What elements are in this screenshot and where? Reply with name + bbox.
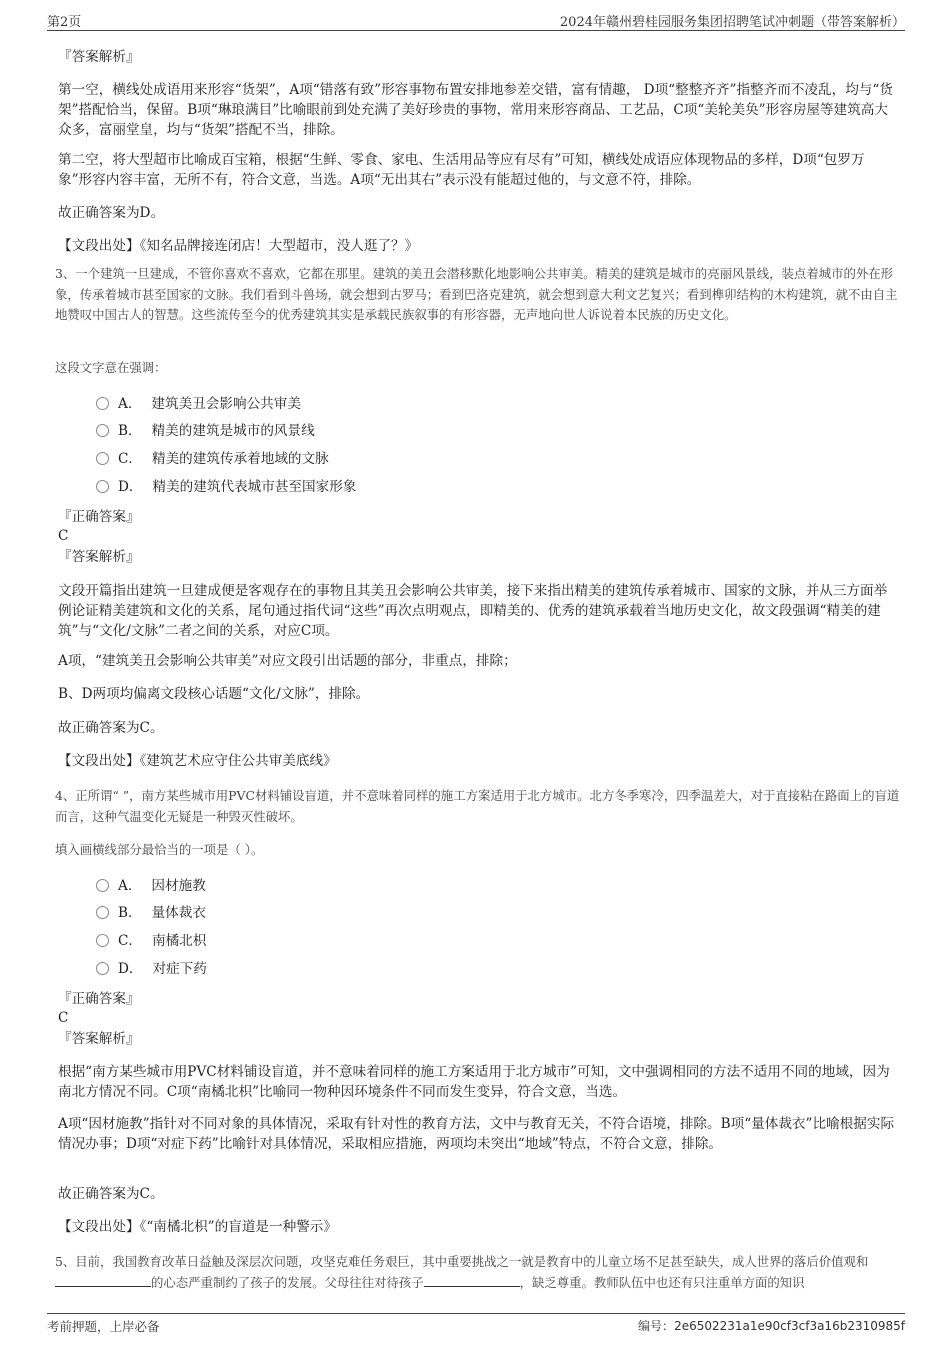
radio-icon[interactable] xyxy=(96,934,109,947)
option-letter: A． xyxy=(118,878,142,894)
answer-blank xyxy=(424,1274,520,1287)
q3-final-answer: 故正确答案为C。 xyxy=(58,720,164,736)
answer-blank xyxy=(55,1274,151,1287)
option-letter: B． xyxy=(118,423,142,439)
option-text: 对症下药 xyxy=(152,961,207,977)
page-header xyxy=(47,8,905,31)
option-text: 精美的建筑代表城市甚至国家形象 xyxy=(152,479,357,495)
q4-option-b[interactable] xyxy=(96,903,206,923)
q3-analysis-p1: 文段开篇指出建筑一旦建成便是客观存在的事物且其美丑会影响公共审美，接下来指出精美的建筑传承着城市、国家的文脉，并从三方面举例论证精美建筑和文化的关系，尾句通过指代词“这些”再次点明观点，即精美的、优秀的建筑承载着当地历史文化，故文段强调“精美的建筑”与“文化/文脉”二者之间的关系，对应C项。 xyxy=(58,583,888,639)
q4-final-answer: 故正确答案为C。 xyxy=(58,1186,164,1202)
q2-final-answer: 故正确答案为D。 xyxy=(58,205,165,221)
q3-prompt: 这段文字意在强调： xyxy=(55,360,167,375)
option-letter: A． xyxy=(118,396,142,412)
option-text: 精美的建筑传承着地域的文脉 xyxy=(152,451,329,467)
radio-icon[interactable] xyxy=(96,397,109,410)
option-text: 南橘北枳 xyxy=(152,933,207,949)
option-letter: D． xyxy=(118,479,143,495)
q2-analysis-label: 『答案解析』 xyxy=(58,49,140,65)
q4-analysis-p2: A项“因材施教”指针对不同对象的具体情况，采取有针对性的教育方法，文中与教育无关，不符合语境，排除。B项“量体裁衣”比喻根据实际情况办事；D项“对症下药”比喻针对具体情况，采取相应措施，两项均未突出“地域”特点，不符合文意，排除。 xyxy=(58,1116,895,1152)
q3-option-a[interactable] xyxy=(96,394,301,414)
option-text: 因材施教 xyxy=(151,878,206,894)
q5-text-1: 5、目前，我国教育改革日益触及深层次问题，攻坚克难任务艰巨，其中重要挑战之一就是教育中的儿童立场不足甚至缺失，成人世界的落后价值观和 xyxy=(55,1254,869,1269)
q4-analysis-label: 『答案解析』 xyxy=(58,1031,140,1047)
option-text: 精美的建筑是城市的风景线 xyxy=(151,423,315,439)
q4-source: 【文段出处】《“南橘北枳”的盲道是一种警示》 xyxy=(58,1219,337,1235)
q2-analysis-p1: 第一空，横线处成语用来形容“货架”，A项“错落有致”形容事物布置安排地参差交错，富有情趣， D项“整整齐齐”指整齐而不凌乱，均与“货架”搭配恰当，保留。B项“琳琅满目”比喻眼前到处充满了美好珍贵的事物，常用来形容商品、工艺品，C项“美轮美奂”形容房屋等建筑高大众多，富丽堂皇，均与“货架”搭配不当，排除。 xyxy=(58,82,893,138)
q3-analysis-p3: B、D两项均偏离文段核心话题“文化/文脉”，排除。 xyxy=(58,686,370,702)
q4-stem: 4、正所谓“ ”，南方某些城市用PVC材料铺设盲道，并不意味着同样的施工方案适用于北方城市。北方冬季寒冷，四季温差大，对于直接粘在路面上的盲道而言，这种气温变化无疑是一种毁灭性破坏。 xyxy=(55,788,900,824)
q3-stem: 3、一个建筑一旦建成，不管你喜欢不喜欢，它都在那里。建筑的美丑会潜移默化地影响公共审美。精美的建筑是城市的亮丽风景线，装点着城市的外在形象，传承着城市甚至国家的文脉。我们看到斗兽场，就会想到古罗马；看到巴洛克建筑，就会想到意大利文艺复兴；看到榫卯结构的木构建筑，就不由自主地赞叹中国古人的智慧。这些流传至今的优秀建筑其实是承载民族叙事的有形容器，无声地向世人诉说着本民族的历史文化。 xyxy=(55,266,898,322)
q4-analysis-p1: 根据“南方某些城市用PVC材料铺设盲道，并不意味着同样的施工方案适用于北方城市”可知，文中强调相同的方法不适用不同的地域，因为南北方情况不同。C项“南橘北枳”比喻同一物种因环境条件不同而发生变异，符合文意，当选。 xyxy=(58,1064,890,1100)
q5-text-3: ，缺乏尊重。教师队伍中也还有只注重单方面的知识 xyxy=(519,1274,805,1290)
page-number: 第2页 xyxy=(47,15,82,30)
q3-option-c[interactable] xyxy=(96,449,329,469)
option-text: 量体裁衣 xyxy=(151,905,206,921)
q3-option-d[interactable] xyxy=(96,477,356,497)
radio-icon[interactable] xyxy=(96,452,109,465)
radio-icon[interactable] xyxy=(96,424,109,437)
radio-icon[interactable] xyxy=(96,962,109,975)
option-letter: C． xyxy=(118,451,142,467)
page-footer xyxy=(47,1313,905,1336)
q5-stem xyxy=(55,1252,900,1293)
radio-icon[interactable] xyxy=(96,879,109,892)
option-letter: C． xyxy=(118,933,142,949)
q3-option-b[interactable] xyxy=(96,421,315,441)
id-value: 2e6502231a1e90cf3cf3a16b2310985f xyxy=(674,1319,905,1333)
q4-option-a[interactable] xyxy=(96,876,206,896)
q3-analysis-label: 『答案解析』 xyxy=(58,549,140,565)
q5-text-2: 的心态严重制约了孩子的发展。父母往往对待孩子 xyxy=(151,1274,424,1290)
option-letter: D． xyxy=(118,961,143,977)
q4-answer: C xyxy=(58,1010,69,1026)
q4-prompt: 填入画横线部分最恰当的一项是（ ）。 xyxy=(55,842,264,857)
q3-answer: C xyxy=(58,528,69,544)
q4-answer-label: 『正确答案』 xyxy=(58,991,140,1007)
option-letter: B． xyxy=(118,905,142,921)
q4-option-c[interactable] xyxy=(96,931,206,951)
q2-analysis-p2: 第二空，将大型超市比喻成百宝箱，根据“生鲜、零食、家电、生活用品等应有尽有”可知，横线处成语应体现物品的多样，D项“包罗万象”形容内容丰富，无所不有，符合文意，当选。A项“无出其右”表示没有能超过他的，与文意不符，排除。 xyxy=(58,152,865,188)
document-id xyxy=(638,1317,905,1334)
footer-slogan: 考前押题，上岸必备 xyxy=(47,1319,160,1334)
option-text: 建筑美丑会影响公共审美 xyxy=(151,396,301,412)
radio-icon[interactable] xyxy=(96,480,109,493)
q3-analysis-p2: A项，“建筑美丑会影响公共审美”对应文段引出话题的部分，非重点，排除； xyxy=(58,653,517,669)
radio-icon[interactable] xyxy=(96,906,109,919)
id-label: 编号： xyxy=(638,1319,675,1333)
q3-answer-label: 『正确答案』 xyxy=(58,509,140,525)
q4-option-d[interactable] xyxy=(96,959,207,979)
document-title: 2024年赣州碧桂园服务集团招聘笔试冲刺题（带答案解析） xyxy=(559,15,905,30)
q2-source: 【文段出处】《知名品牌接连闭店！大型超市，没人逛了？》 xyxy=(58,238,419,254)
q3-source: 【文段出处】《建筑艺术应守住公共审美底线》 xyxy=(58,753,337,769)
